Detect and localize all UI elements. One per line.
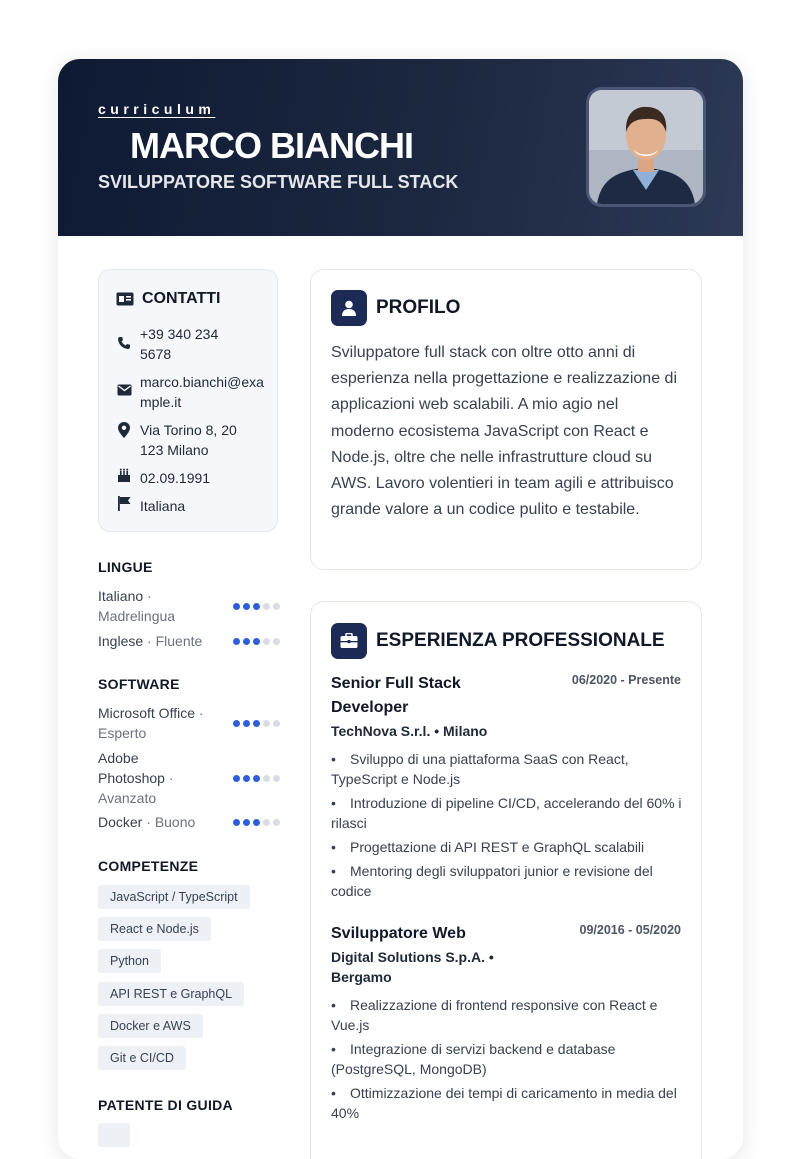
rating-dot bbox=[253, 775, 260, 782]
software-item: Docker · Buono bbox=[98, 812, 280, 832]
bullet-item: • Sviluppo di una piattaforma SaaS con React, TypeScript e Node.js bbox=[331, 751, 629, 787]
contact-address-text: Via Torino 8, 20123 Milano bbox=[140, 422, 237, 458]
bullet-item: • Progettazione di API REST e GraphQL scalabili bbox=[331, 839, 645, 855]
contact-nationality bbox=[116, 496, 265, 516]
rating-dot bbox=[273, 775, 280, 782]
resume-header bbox=[58, 59, 743, 236]
software-item: Microsoft Office · Esperto bbox=[98, 703, 280, 743]
rating-dots bbox=[233, 720, 280, 727]
rating-dot bbox=[263, 720, 270, 727]
profile-panel bbox=[310, 269, 702, 570]
contacts-box bbox=[98, 269, 278, 532]
flag-icon bbox=[116, 496, 132, 511]
job-dates: 09/2016 - 05/2020 bbox=[579, 923, 681, 937]
contact-phone-text: +39 340 2345678 bbox=[140, 326, 219, 362]
rating-dot bbox=[243, 775, 250, 782]
rating-dot bbox=[263, 638, 270, 645]
software-level: Avanzato bbox=[98, 790, 157, 806]
skill-chip: API REST e GraphQL bbox=[98, 982, 244, 1006]
location-icon bbox=[116, 422, 132, 438]
rating-dot bbox=[233, 603, 240, 610]
experience-title: ESPERIENZA PROFESSIONALE bbox=[376, 630, 665, 651]
profile-photo bbox=[586, 87, 706, 207]
rating-dots bbox=[233, 819, 280, 826]
contact-email-text: marco.bianchi@example.it bbox=[140, 374, 264, 410]
resume-card bbox=[58, 59, 743, 1159]
rating-dot bbox=[253, 603, 260, 610]
rating-dot bbox=[273, 720, 280, 727]
bullet-item: • Mentoring degli sviluppatori junior e revisione del codice bbox=[331, 863, 653, 899]
briefcase-icon bbox=[331, 623, 367, 659]
rating-dots bbox=[233, 638, 280, 645]
software-level: Buono bbox=[154, 814, 196, 830]
language-level: Madrelingua bbox=[98, 608, 176, 624]
contact-birthdate-text: 02.09.1991 bbox=[140, 470, 211, 486]
job-company: Digital Solutions S.p.A. • Bergamo bbox=[331, 949, 494, 985]
rating-dot bbox=[233, 819, 240, 826]
id-card-icon bbox=[116, 292, 134, 306]
software-item: Adobe Photoshop · Avanzato bbox=[98, 748, 280, 808]
profile-title: PROFILO bbox=[376, 297, 461, 318]
experience-panel bbox=[310, 601, 702, 1159]
contact-address bbox=[116, 420, 240, 460]
job-role: SVILUPPATORE SOFTWARE FULL STACK bbox=[98, 172, 459, 192]
cake-icon bbox=[116, 468, 132, 483]
rating-dot bbox=[273, 603, 280, 610]
person-name: MARCO BIANCHI bbox=[130, 125, 413, 166]
software-heading: SOFTWARE bbox=[98, 676, 180, 692]
rating-dots bbox=[233, 603, 280, 610]
software-name: Adobe Photoshop bbox=[98, 750, 165, 786]
profile-header bbox=[331, 290, 460, 326]
contact-phone bbox=[116, 324, 220, 364]
skill-chip: Git e CI/CD bbox=[98, 1046, 186, 1070]
contact-email bbox=[116, 372, 265, 412]
bullet-item: • Realizzazione di frontend responsive con React e Vue.js bbox=[331, 997, 658, 1033]
license-heading: PATENTE DI GUIDA bbox=[98, 1097, 233, 1113]
language-name: Inglese bbox=[98, 633, 144, 649]
skills-heading: COMPETENZE bbox=[98, 858, 199, 874]
phone-icon bbox=[116, 336, 132, 350]
software-name: Docker bbox=[98, 814, 143, 830]
contact-nationality-text: Italiana bbox=[140, 498, 186, 514]
language-item: Italiano · Madrelingua bbox=[98, 586, 280, 626]
bullet-item: • Introduzione di pipeline CI/CD, accelerando del 60% i rilasci bbox=[331, 795, 682, 831]
skill-chip: React e Node.js bbox=[98, 917, 211, 941]
language-name: Italiano bbox=[98, 588, 144, 604]
curriculum-label: curriculum bbox=[98, 101, 216, 117]
rating-dot bbox=[253, 819, 260, 826]
job-title: Sviluppatore Web bbox=[331, 925, 466, 942]
skill-chip: Docker e AWS bbox=[98, 1014, 203, 1038]
license-chip bbox=[98, 1123, 130, 1147]
rating-dot bbox=[273, 819, 280, 826]
rating-dot bbox=[263, 775, 270, 782]
rating-dot bbox=[243, 638, 250, 645]
rating-dot bbox=[233, 720, 240, 727]
profile-text: Sviluppatore full stack con oltre otto anni di esperienza nella progettazione e realizzazione di applicazioni web scalabili. A mio agio nel moderno ecosistema JavaScript con React e Node.js, oltre che nelle infrastrutture cloud su AWS. Lavoro volentieri in team agili e attribuisco grande valore a un codice pulito e testabile. bbox=[331, 344, 677, 519]
rating-dots bbox=[233, 775, 280, 782]
rating-dot bbox=[233, 638, 240, 645]
job-bullets bbox=[331, 995, 687, 1127]
software-level: Esperto bbox=[98, 725, 147, 741]
rating-dot bbox=[263, 819, 270, 826]
language-item: Inglese · Fluente bbox=[98, 631, 280, 651]
job-company: TechNova S.r.l. • Milano bbox=[331, 723, 488, 739]
rating-dot bbox=[253, 638, 260, 645]
contacts-heading bbox=[116, 290, 221, 308]
job-dates: 06/2020 - Presente bbox=[571, 673, 681, 687]
job-title: Senior Full Stack Developer bbox=[331, 675, 461, 716]
bullet-item: • Integrazione di servizi backend e database (PostgreSQL, MongoDB) bbox=[331, 1041, 616, 1077]
contact-birthdate bbox=[116, 468, 265, 488]
experience-header bbox=[331, 623, 665, 659]
mail-icon bbox=[116, 384, 132, 396]
software-name: Microsoft Office bbox=[98, 705, 195, 721]
skill-chip: Python bbox=[98, 949, 161, 973]
rating-dot bbox=[233, 775, 240, 782]
rating-dot bbox=[263, 603, 270, 610]
contacts-title: CONTATTI bbox=[142, 290, 221, 307]
user-icon bbox=[331, 290, 367, 326]
rating-dot bbox=[243, 819, 250, 826]
language-level: Fluente bbox=[155, 633, 203, 649]
rating-dot bbox=[243, 720, 250, 727]
rating-dot bbox=[243, 603, 250, 610]
rating-dot bbox=[253, 720, 260, 727]
rating-dot bbox=[273, 638, 280, 645]
bullet-item: • Ottimizzazione dei tempi di caricamento in media del 40% bbox=[331, 1085, 677, 1121]
languages-heading: LINGUE bbox=[98, 559, 153, 575]
skill-chip: JavaScript / TypeScript bbox=[98, 885, 250, 909]
job-bullets bbox=[331, 749, 687, 905]
